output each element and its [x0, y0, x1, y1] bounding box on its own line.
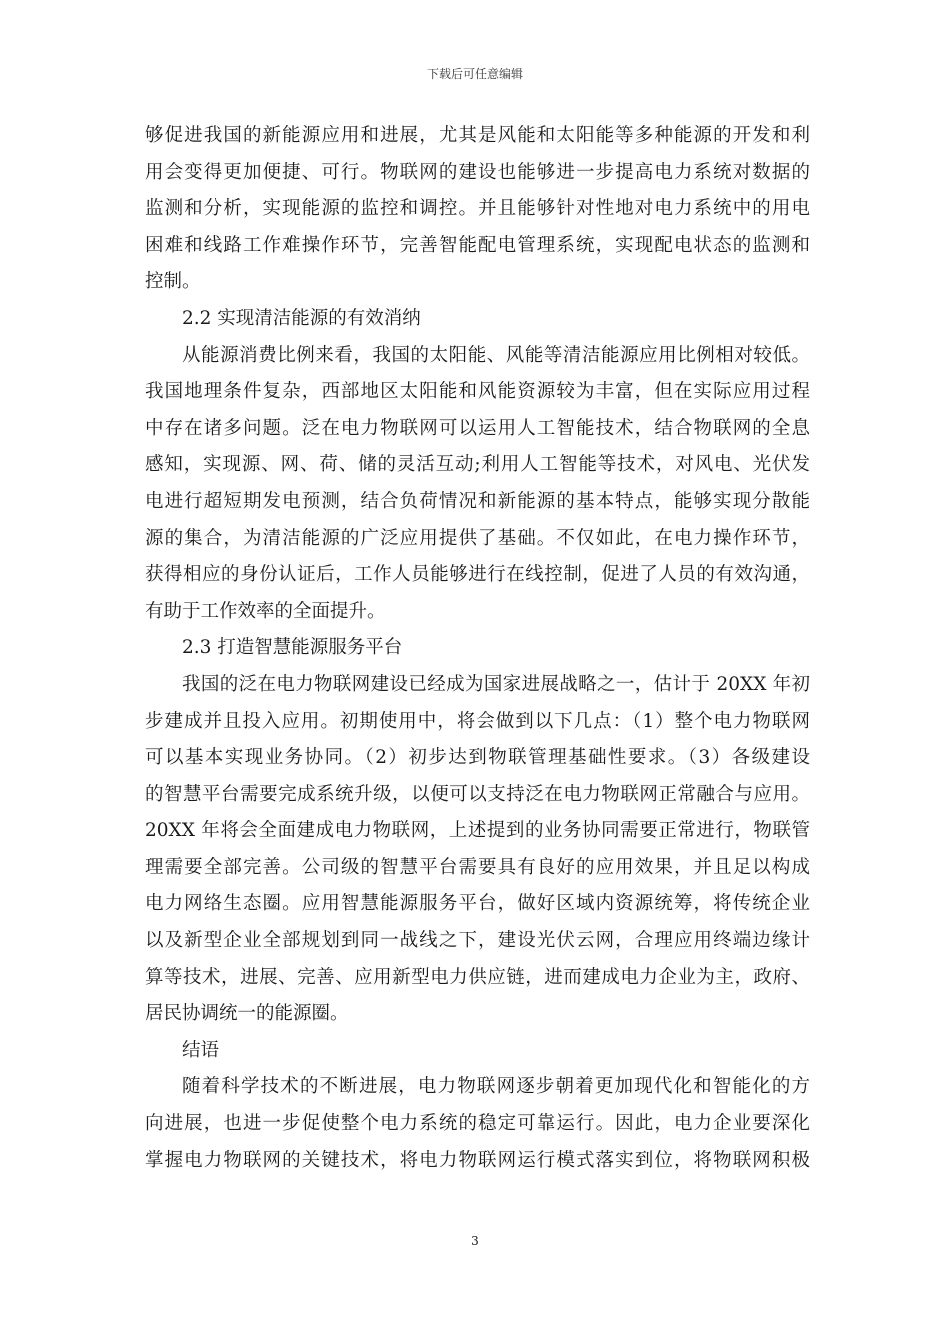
- body-line: 控制。: [145, 271, 201, 293]
- body-line: 够促进我国的新能源应用和进展，尤其是风能和太阳能等多种能源的开发和利: [145, 125, 810, 146]
- page-header-note: 下载后可任意编辑: [426, 67, 523, 81]
- body-line: 以及新型企业全部规划到同一战线之下，建设光伏云网，合理应用终端边缘计: [145, 930, 810, 952]
- body-line: 的智慧平台需要完成系统升级，以便可以支持泛在电力物联网正常融合与应用。: [145, 783, 810, 805]
- body-line: 随着科学技术的不断进展，电力物联网逐步朝着更加现代化和智能化的方: [182, 1076, 810, 1098]
- body-line: 可以基本实现业务协同。（2）初步达到物联管理基础性要求。（3）各级建设: [145, 747, 810, 769]
- section-heading: 2.2 实现清洁能源的有效消纳: [182, 307, 421, 329]
- document-body: [145, 118, 810, 1179]
- body-line: 中存在诸多问题。泛在电力物联网可以运用人工智能技术，结合物联网的全息: [145, 417, 810, 439]
- body-line: 居民协调统一的能源圈。: [145, 1003, 349, 1025]
- body-line: 监测和分析，实现能源的监控和调控。并且能够针对性地对电力系统中的用电: [145, 198, 810, 220]
- body-line: 向进展，也进一步促使整个电力系统的稳定可靠运行。因此，电力企业要深化: [145, 1113, 810, 1135]
- body-line: 从能源消费比例来看，我国的太阳能、风能等清洁能源应用比例相对较低。: [182, 344, 810, 366]
- body-line: 感知，实现源、网、荷、储的灵活互动;利用人工智能等技术，对风电、光伏发: [145, 454, 810, 476]
- body-line: 理需要全部完善。公司级的智慧平台需要具有良好的应用效果，并且足以构成: [145, 856, 810, 878]
- body-line: 电进行超短期发电预测，结合负荷情况和新能源的基本特点，能够实现分散能: [145, 490, 810, 512]
- body-line: 有助于工作效率的全面提升。: [145, 600, 386, 622]
- body-line: 困难和线路工作难操作环节，完善智能配电管理系统，实现配电状态的监测和: [145, 234, 810, 256]
- body-line: 我国的泛在电力物联网建设已经成为国家进展战略之一，估计于 20XX 年初: [182, 673, 810, 695]
- section-heading: 结语: [182, 1039, 220, 1061]
- body-line: 电力网络生态圈。应用智慧能源服务平台，做好区域内资源统筹，将传统企业: [145, 893, 810, 915]
- body-line: 我国地理条件复杂，西部地区太阳能和风能资源较为丰富，但在实际应用过程: [145, 381, 810, 403]
- body-line: 20XX 年将会全面建成电力物联网，上述提到的业务协同需要正常进行，物联管: [145, 820, 810, 842]
- page-number: 3: [471, 1234, 479, 1248]
- body-line: 掌握电力物联网的关键技术，将电力物联网运行模式落实到位，将物联网积极: [145, 1149, 810, 1171]
- body-line: 用会变得更加便捷、可行。物联网的建设也能够进一步提高电力系统对数据的: [145, 161, 810, 183]
- body-line: 算等技术，进展、完善、应用新型电力供应链，进而建成电力企业为主，政府、: [145, 966, 810, 988]
- body-line: 源的集合，为清洁能源的广泛应用提供了基础。不仅如此，在电力操作环节，: [145, 527, 810, 549]
- section-heading: 2.3 打造智慧能源服务平台: [182, 637, 403, 659]
- body-line: 获得相应的身份认证后，工作人员能够进行在线控制，促进了人员的有效沟通，: [145, 564, 810, 586]
- body-line: 步建成并且投入应用。初期使用中，将会做到以下几点：（1）整个电力物联网: [145, 710, 810, 732]
